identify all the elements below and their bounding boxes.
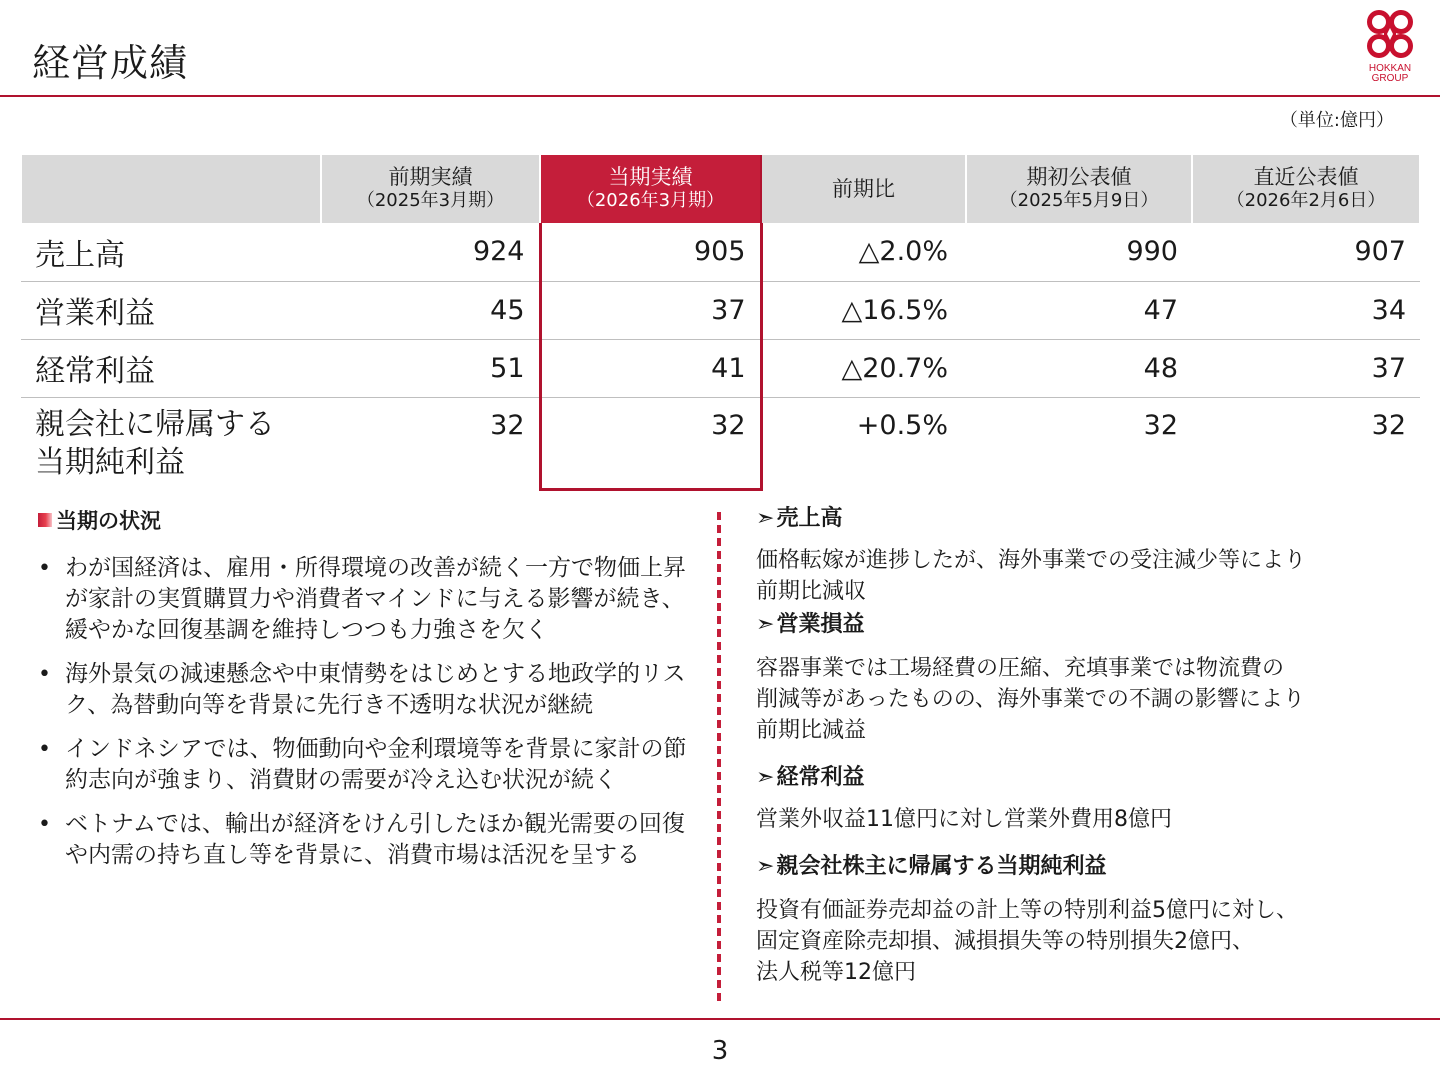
cell-latest: 37	[1192, 339, 1420, 397]
table-row	[21, 281, 1420, 339]
situation-heading-text: 当期の状況	[56, 509, 161, 533]
arrow-icon: ➣	[756, 765, 775, 790]
commentary-text-operating: 容器事業では工場経費の圧縮、充填事業では物流費の 削減等があったものの、海外事業での不調の影響により 前期比減益	[756, 656, 1305, 743]
list-item: • ベトナムでは、輸出が経済をけん引したほか観光需要の回復や内需の持ち直し等を背景に、消費市場は活況を呈する	[38, 809, 698, 871]
list-item: • わが国経済は、雇用・所得環境の改善が続く一方で物価上昇が家計の実質購買力や消費者マインドに与える影響が続き、緩やかな回復基調を維持しつつも力強さを欠く	[38, 553, 698, 646]
arrow-icon: ➣	[756, 612, 775, 637]
cell-ratio: △20.7%	[761, 339, 966, 397]
header-rule	[0, 95, 1440, 97]
commentary-heading-operating: ➣営業損益	[756, 612, 865, 637]
row-label-line-1: 親会社に帰属する	[35, 406, 275, 442]
commentary-section	[756, 505, 1416, 988]
row-label: 経常利益	[21, 339, 321, 397]
row-label: 営業利益	[21, 281, 321, 339]
cell-initial: 47	[966, 281, 1192, 339]
cell-current: 41	[540, 339, 761, 397]
row-label: 売上高	[21, 223, 321, 281]
header-yoy-ratio: 前期比	[761, 155, 966, 223]
cell-initial: 990	[966, 223, 1192, 281]
company-logo	[1358, 8, 1422, 84]
logo-text-hokkan: HOKKAN	[1368, 63, 1412, 74]
situation-section	[38, 505, 698, 884]
commentary-text-net-income: 投資有価証券売却益の計上等の特別利益5億円に対し、 固定資産除売却損、減損損失等の特別損失2億円、 法人税等12億円	[756, 898, 1298, 985]
list-item: • インドネシアでは、物価動向や金利環境等を背景に家計の節約志向が強まり、消費財の需要が冷え込む状況が続く	[38, 734, 698, 796]
cell-current: 905	[540, 223, 761, 281]
commentary-text-ordinary: 営業外収益11億円に対し営業外費用8億円	[756, 807, 1172, 832]
header-prev-actual: 前期実績 （2025年3月期）	[321, 155, 540, 223]
square-marker-icon	[38, 513, 52, 527]
header-latest-forecast: 直近公表値 （2026年2月6日）	[1192, 155, 1420, 223]
commentary-heading-net-income: ➣親会社株主に帰属する当期純利益	[756, 854, 1107, 879]
commentary-heading-ordinary: ➣経常利益	[756, 765, 865, 790]
arrow-icon: ➣	[756, 854, 775, 879]
page-number: 3	[711, 1036, 729, 1066]
cell-initial: 48	[966, 339, 1192, 397]
logo-text-group: GROUP	[1371, 73, 1409, 84]
row-label	[21, 397, 321, 489]
list-item: • 海外景気の減速懸念や中東情勢をはじめとする地政学的リスク、為替動向等を背景に先行き不透明な状況が継続	[38, 659, 698, 721]
cell-current: 32	[540, 397, 761, 489]
situation-heading	[38, 505, 698, 535]
table-row	[21, 223, 1420, 281]
cell-initial: 32	[1143, 409, 1178, 441]
cell-ratio: △2.0%	[761, 223, 966, 281]
cell-latest: 907	[1192, 223, 1420, 281]
table-row	[21, 339, 1420, 397]
commentary-text-sales: 価格転嫁が進捗したが、海外事業での受注減少等により 前期比減収	[756, 548, 1307, 604]
header-current-actual: 当期実績 （2026年3月期）	[540, 155, 761, 223]
cell-prev: 51	[321, 339, 540, 397]
cell-prev: 32	[490, 409, 525, 441]
results-table	[20, 155, 1421, 491]
cell-current: 37	[540, 281, 761, 339]
page-title: 経営成績	[32, 41, 189, 85]
logo-flower-icon	[1358, 8, 1422, 64]
situation-list	[38, 553, 698, 871]
table-header-row	[21, 155, 1420, 223]
dotted-divider	[717, 512, 721, 1004]
cell-ratio: △16.5%	[761, 281, 966, 339]
header-initial-forecast: 期初公表値 （2025年5月9日）	[966, 155, 1192, 223]
header-corner	[21, 155, 321, 223]
commentary-heading-sales: ➣売上高	[756, 506, 843, 531]
cell-ratio: +0.5%	[856, 409, 948, 441]
unit-label: （単位:億円）	[1279, 110, 1394, 131]
cell-latest: 32	[1371, 409, 1406, 441]
arrow-icon: ➣	[756, 506, 775, 531]
table-row	[21, 397, 1420, 489]
row-label-line-2: 当期純利益	[35, 444, 185, 480]
cell-latest: 34	[1192, 281, 1420, 339]
footer-rule	[0, 1018, 1440, 1020]
cell-prev: 924	[321, 223, 540, 281]
cell-prev: 45	[321, 281, 540, 339]
